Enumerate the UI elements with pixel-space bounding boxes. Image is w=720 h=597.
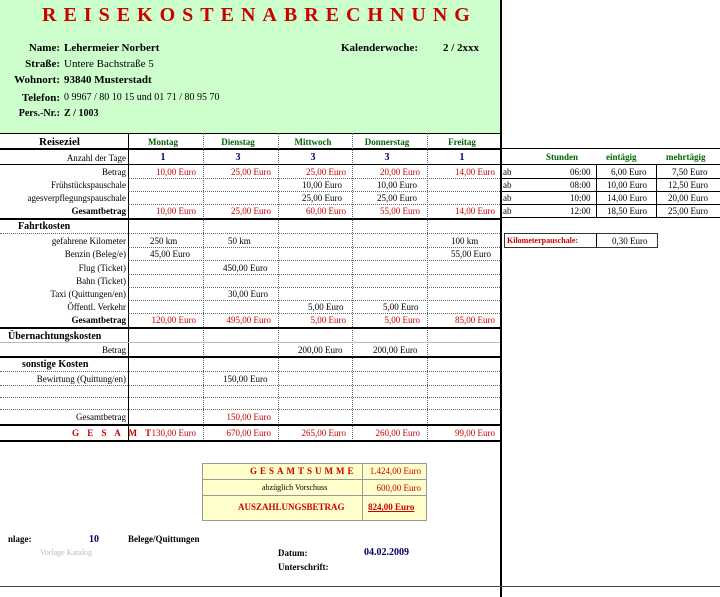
benzin-0[interactable]: 45,00 Euro <box>150 249 190 259</box>
row-line <box>0 233 500 234</box>
persnr-label: Pers.-Nr.: <box>18 108 60 119</box>
flug-label: Flug (Ticket) <box>78 263 126 273</box>
row-line <box>128 313 500 314</box>
row-line <box>128 260 500 261</box>
row-line <box>0 424 500 426</box>
betrag-2[interactable]: 25,00 Euro <box>306 167 346 177</box>
sonstige-header: sonstige Kosten <box>22 359 89 370</box>
sonstige-total-label: Gesamtbetrag <box>76 412 126 422</box>
row-line <box>128 191 500 192</box>
rate-3-multiday[interactable]: 25,00 Euro <box>668 206 708 216</box>
datum-label: Datum: <box>278 548 308 558</box>
km-1[interactable]: 50 km <box>228 236 251 246</box>
fahrt-total-4: 85,00 Euro <box>455 315 495 325</box>
row-line <box>128 178 500 179</box>
fahrtkosten-header: Fahrtkosten <box>18 221 71 232</box>
rate-1-hours[interactable]: 08:00 <box>570 180 591 190</box>
row-line <box>128 247 500 248</box>
day-header-0: Montag <box>148 137 178 147</box>
row-line <box>202 479 426 480</box>
row-line <box>128 274 500 275</box>
rate-3-prefix: ab <box>503 206 512 216</box>
rates-top-line <box>500 148 720 149</box>
table-top-line <box>0 133 500 134</box>
gesamt-1: 670,00 Euro <box>226 428 271 438</box>
bahn-label: Bahn (Ticket) <box>76 276 126 286</box>
city-label: Wohnort: <box>14 74 60 86</box>
day-count-4[interactable]: 1 <box>459 152 465 163</box>
day-header-1: Dienstag <box>221 137 255 147</box>
summary-payout-value: 824,00 Euro <box>368 502 415 512</box>
reiseziel-total-4: 14,00 Euro <box>455 206 495 216</box>
day-header-4: Freitag <box>448 137 476 147</box>
rate-1-prefix: ab <box>503 180 512 190</box>
row-line <box>128 287 500 288</box>
sonstige-total-1: 150,00 Euro <box>226 412 271 422</box>
anlage-text: Belege/Quittungen <box>128 534 200 544</box>
fruehstueck-label: Frühstückspauschale <box>51 180 126 190</box>
reiseziel-total-3: 55,00 Euro <box>380 206 420 216</box>
rate-0-hours[interactable]: 06:00 <box>570 167 591 177</box>
rate-2-hours[interactable]: 10:00 <box>570 193 591 203</box>
uebernachtung-header: Übernachtungskosten <box>8 331 102 342</box>
name-value[interactable]: Lehermeier Norbert <box>64 42 160 54</box>
day-count-0[interactable]: 1 <box>160 152 166 163</box>
day-header-3: Donnerstag <box>364 137 410 147</box>
oepnv-3[interactable]: 5,00 Euro <box>383 302 419 312</box>
taxi-label: Taxi (Quittungen/en) <box>50 289 126 299</box>
row-line <box>0 409 500 410</box>
flug-1[interactable]: 450,00 Euro <box>223 263 268 273</box>
row-line <box>0 164 500 165</box>
bewirtung-label: Bewirtung (Quittung/en) <box>36 374 126 384</box>
uebernachtung-label: Betrag <box>102 345 126 355</box>
row-line <box>202 495 426 496</box>
summary-col-sep <box>362 463 363 520</box>
bottom-border <box>0 586 720 587</box>
rates-header-hours: Stunden <box>546 152 579 162</box>
rate-3-hours[interactable]: 12:00 <box>570 206 591 216</box>
fruehstueck-3[interactable]: 10,00 Euro <box>377 180 417 190</box>
row-line <box>500 164 720 165</box>
row-line <box>0 327 500 329</box>
summary-advance-label: abzüglich Vorschuss <box>262 483 328 492</box>
rate-2-multiday[interactable]: 20,00 Euro <box>668 193 708 203</box>
row-line <box>128 300 500 301</box>
row-line <box>0 385 500 386</box>
fahrt-total-0: 120,00 Euro <box>151 315 196 325</box>
name-label: Name: <box>28 42 60 54</box>
table-header-line <box>0 148 500 150</box>
persnr-value[interactable]: Z / 1003 <box>64 108 99 119</box>
anlage-label: nlage: <box>8 534 32 544</box>
page-title: REISEKOSTENABRECHNUNG <box>42 4 477 26</box>
benzin-4[interactable]: 55,00 Euro <box>451 249 491 259</box>
street-value[interactable]: Untere Bachstraße 5 <box>64 58 154 70</box>
reiseziel-total-0: 10,00 Euro <box>156 206 196 216</box>
week-label: Kalenderwoche: <box>341 42 418 54</box>
gesamt-0: 130,00 Euro <box>151 428 196 438</box>
benzin-label: Benzin (Beleg/e) <box>64 249 126 259</box>
summary-payout-label: AUSZAHLUNGSBETRAG <box>238 502 345 512</box>
betrag-0[interactable]: 10,00 Euro <box>156 167 196 177</box>
week-value[interactable]: 2 / 2xxx <box>443 42 480 54</box>
day-count-1[interactable]: 3 <box>235 152 241 163</box>
bewirtung-1[interactable]: 150,00 Euro <box>223 374 268 384</box>
rates-header-multiday: mehrtägig <box>666 152 706 162</box>
oepnv-label: Öffentl. Verkehr <box>67 302 126 312</box>
phone-value[interactable]: 0 9967 / 80 10 15 und 01 71 / 80 95 70 <box>64 92 220 103</box>
row-line <box>0 440 500 442</box>
fahrt-total-3: 5,00 Euro <box>384 315 420 325</box>
rate-0-oneday[interactable]: 6,00 Euro <box>611 167 647 177</box>
fruehstueck-2[interactable]: 10,00 Euro <box>302 180 342 190</box>
summary-sum-label: GESAMTSUMME <box>250 466 357 476</box>
gesamt-4: 99,00 Euro <box>455 428 495 438</box>
rate-0-prefix: ab <box>503 167 512 177</box>
fahrt-total-1: 495,00 Euro <box>226 315 271 325</box>
rate-1-multiday[interactable]: 12,50 Euro <box>668 180 708 190</box>
km-0[interactable]: 250 km <box>150 236 178 246</box>
rate-3-oneday[interactable]: 18,50 Euro <box>607 206 647 216</box>
summary-sum-value: 1.424,00 Euro <box>369 466 421 476</box>
betrag-label: Betrag <box>102 167 126 177</box>
verpflegung-label: agesverpflegungspauschale <box>27 194 126 203</box>
betrag-4[interactable]: 14,00 Euro <box>455 167 495 177</box>
day-count-label: Anzahl der Tage <box>66 153 126 163</box>
day-count-3[interactable]: 3 <box>384 152 390 163</box>
row-line <box>500 204 720 205</box>
anlage-count[interactable]: 10 <box>89 534 99 545</box>
fahrt-total-2: 5,00 Euro <box>310 315 346 325</box>
km-label: gefahrene Kilometer <box>51 236 126 246</box>
uebernachtung-3[interactable]: 200,00 Euro <box>373 345 418 355</box>
rate-2-prefix: ab <box>503 193 512 203</box>
row-line <box>500 217 720 218</box>
verpflegung-2[interactable]: 25,00 Euro <box>302 193 342 203</box>
rate-2-oneday[interactable]: 14,00 Euro <box>607 193 647 203</box>
phone-label: Telefon: <box>21 92 60 104</box>
row-line <box>0 371 500 372</box>
gesamt-3: 260,00 Euro <box>375 428 420 438</box>
day-count-2[interactable]: 3 <box>310 152 316 163</box>
datum-value[interactable]: 04.02.2009 <box>364 547 409 558</box>
main-right-border <box>500 0 502 597</box>
reiseziel-header: Reiseziel <box>39 136 80 148</box>
unterschrift-label: Unterschrift: <box>278 562 329 572</box>
oepnv-2[interactable]: 5,00 Euro <box>308 302 344 312</box>
day-header-2: Mittwoch <box>294 137 332 147</box>
km-4[interactable]: 100 km <box>451 236 479 246</box>
row-line <box>128 204 500 205</box>
reiseziel-total-1: 25,00 Euro <box>231 206 271 216</box>
row-line <box>0 397 500 398</box>
betrag-1[interactable]: 25,00 Euro <box>231 167 271 177</box>
city-value[interactable]: 93840 Musterstadt <box>64 74 152 86</box>
row-line <box>500 191 720 192</box>
watermark: Vorlage Katalog <box>40 548 93 557</box>
verpflegung-3[interactable]: 25,00 Euro <box>377 193 417 203</box>
reiseziel-total-label: Gesamtbetrag <box>71 206 126 216</box>
gesamt-label: G E S A M T <box>72 428 155 438</box>
km-rate-sep <box>596 233 597 247</box>
km-rate-value[interactable]: 0,30 Euro <box>612 236 648 246</box>
row-line <box>0 218 500 220</box>
reiseziel-total-2: 60,00 Euro <box>306 206 346 216</box>
taxi-1[interactable]: 30,00 Euro <box>228 289 268 299</box>
row-line <box>0 342 500 343</box>
fahrt-total-label: Gesamtbetrag <box>71 315 126 325</box>
street-label: Straße: <box>25 58 60 70</box>
uebernachtung-2[interactable]: 200,00 Euro <box>298 345 343 355</box>
gesamt-2: 265,00 Euro <box>301 428 346 438</box>
rates-header-oneday: eintägig <box>606 152 637 162</box>
km-rate-label: Kilometerpauschale: <box>507 236 579 245</box>
rate-1-oneday[interactable]: 10,00 Euro <box>607 180 647 190</box>
row-line <box>0 356 500 358</box>
row-line <box>500 178 720 179</box>
summary-advance-value[interactable]: 600,00 Euro <box>376 483 421 493</box>
rate-0-multiday[interactable]: 7,50 Euro <box>672 167 708 177</box>
betrag-3[interactable]: 20,00 Euro <box>380 167 420 177</box>
